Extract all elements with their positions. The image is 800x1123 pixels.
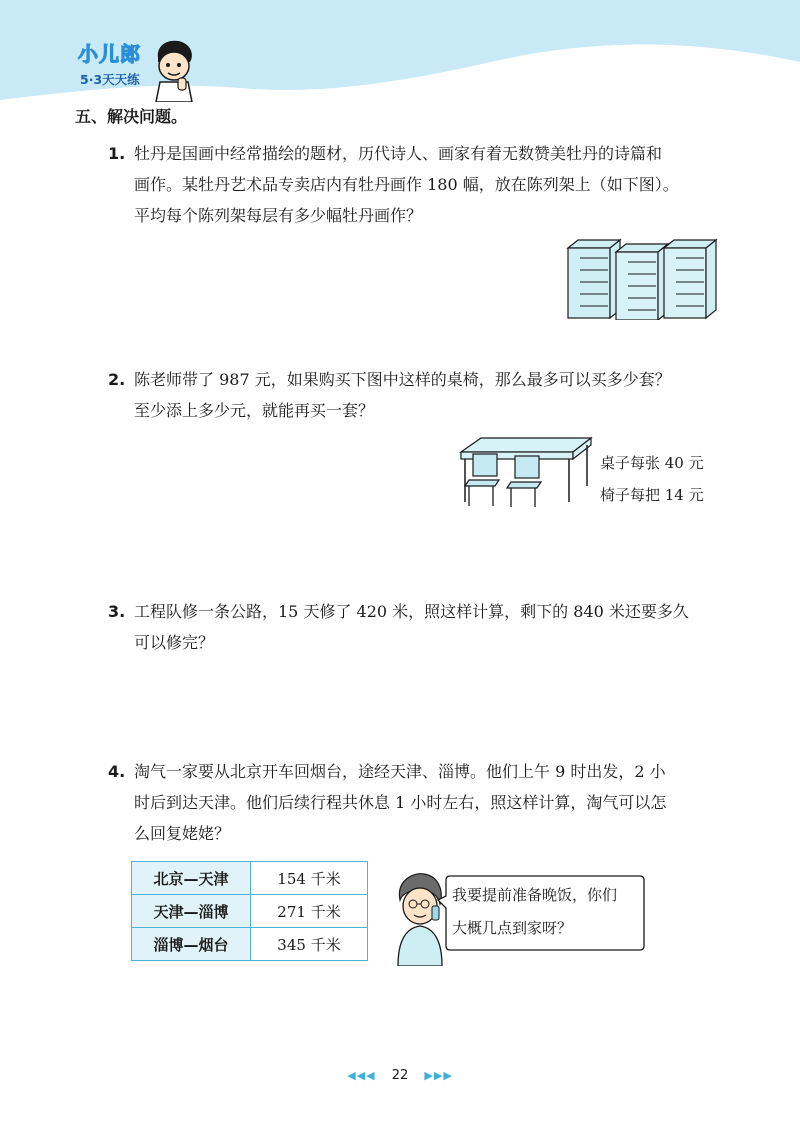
route-distance-table	[131, 861, 368, 961]
problem-3	[108, 596, 728, 658]
problem-number: 1.	[108, 144, 126, 163]
section-title: 五、解决问题。	[75, 107, 188, 126]
problem-text-line: 画作。某牡丹艺术品专卖店内有牡丹画作 180 幅，放在陈列架上（如下图）。	[134, 175, 679, 194]
route-cell: 淄博—烟台	[132, 928, 251, 961]
problem-text-line: 时后到达天津。他们后续行程共休息 1 小时左右，照这样计算，淘气可以怎	[134, 793, 667, 812]
problem-number: 4.	[108, 762, 126, 781]
chair-price: 椅子每把 14 元	[600, 486, 704, 504]
distance-cell: 345 千米	[251, 928, 368, 961]
brand-title: 小儿郎	[78, 42, 141, 66]
problem-text-line: 平均每个陈列架每层有多少幅牡丹画作？	[134, 206, 423, 225]
problem-number: 3.	[108, 602, 126, 621]
mascot-boy-icon	[148, 38, 200, 102]
route-cell: 天津—淄博	[132, 895, 251, 928]
problem-text-line: 牡丹是国画中经常描绘的题材，历代诗人、画家有着无数赞美牡丹的诗篇和	[134, 144, 663, 163]
table-row	[132, 862, 368, 895]
next-arrows-icon: ▶▶▶	[424, 1069, 453, 1082]
problem-text-line: 至少添上多少元，就能再买一套？	[134, 401, 375, 420]
problem-4	[108, 756, 728, 849]
problem-1	[108, 138, 728, 231]
distance-cell: 271 千米	[251, 895, 368, 928]
speech-text-line: 我要提前准备晚饭，你们	[452, 886, 618, 904]
prev-arrows-icon: ◀◀◀	[347, 1069, 376, 1082]
problem-text-line: 淘气一家要从北京开车回烟台，途经天津、淄博。他们上午 9 时出发，2 小	[134, 762, 666, 781]
problem-number: 2.	[108, 370, 126, 389]
distance-cell: 154 千米	[251, 862, 368, 895]
page-footer	[0, 1068, 800, 1083]
desk-and-chairs-illustration	[455, 436, 595, 508]
route-cell: 北京—天津	[132, 862, 251, 895]
table-row	[132, 895, 368, 928]
table-row	[132, 928, 368, 961]
desk-price: 桌子每张 40 元	[600, 454, 704, 472]
brand-subtitle: 5·3天天练	[80, 72, 140, 87]
speech-text-line: 大概几点到家呀？	[452, 919, 573, 937]
problem-text-line: 么回复姥姥？	[134, 824, 231, 843]
problem-text-line: 可以修完？	[134, 633, 215, 652]
problem-2	[108, 364, 728, 426]
display-shelves-illustration	[564, 238, 718, 320]
page-number: 22	[391, 1068, 409, 1083]
problem-text-line: 陈老师带了 987 元，如果购买下图中这样的桌椅，那么最多可以买多少套？	[134, 370, 671, 389]
problem-text-line: 工程队修一条公路，15 天修了 420 米，照这样计算，剩下的 840 米还要多久	[134, 602, 689, 621]
